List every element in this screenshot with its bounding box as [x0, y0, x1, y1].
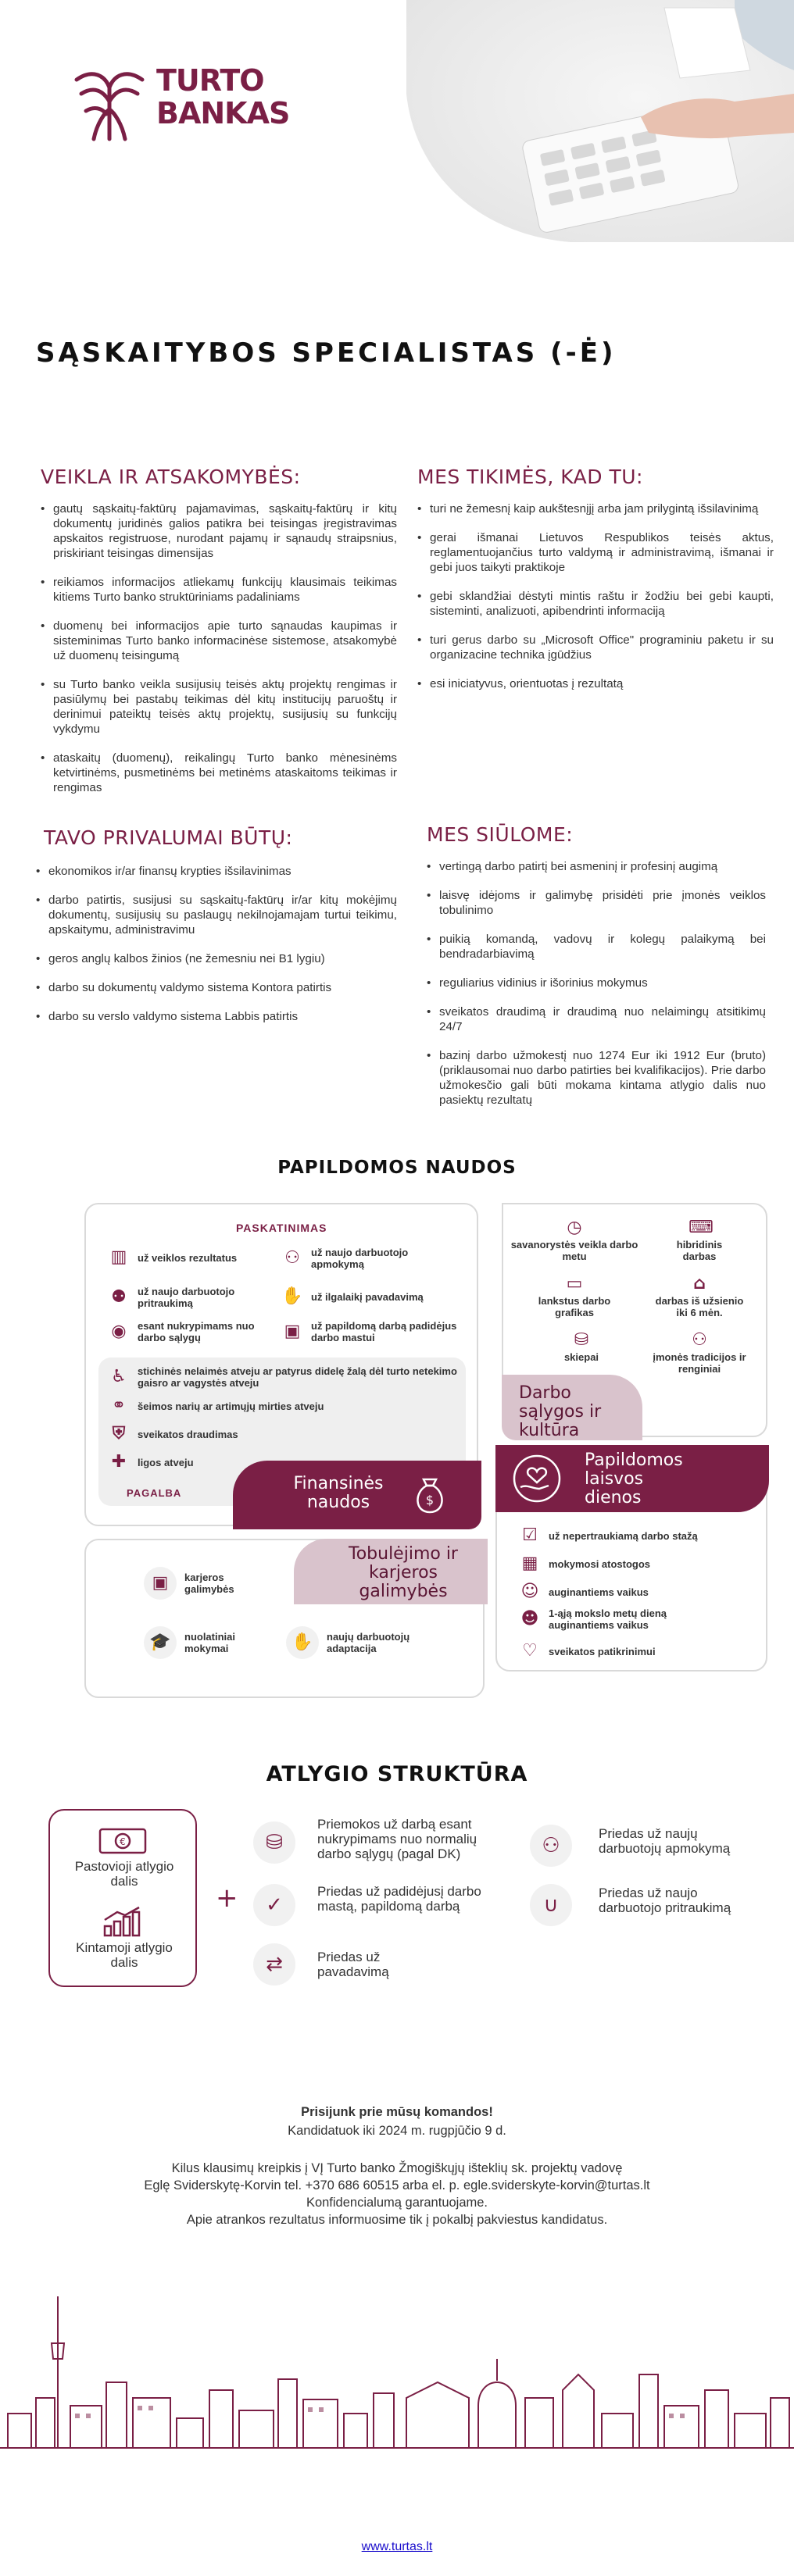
conditions-label: Darbo sąlygos ir kultūra	[519, 1383, 602, 1440]
offer-heading: MES SIŪLOME:	[427, 823, 574, 846]
hand-heart-icon	[513, 1454, 561, 1503]
list-item: • esi iniciatyvus, orientuotas į rezultatą	[417, 676, 774, 691]
incentive-item: ▥ už veiklos rezultatus	[108, 1247, 272, 1268]
plus-sign: +	[216, 1882, 238, 1914]
support-item: ✚ ligos atveju	[108, 1451, 460, 1473]
handshake-icon: ⚇	[530, 1825, 572, 1867]
reward-item: Priemokos už darbą esant nukrypimams nuo normalių darbo sąlygų (pagal DK)	[317, 1817, 477, 1861]
advantages-list	[36, 864, 397, 1038]
incentive-item: ⚉ už naujo darbuotojo pritraukimą	[108, 1286, 272, 1309]
days-box	[495, 1445, 767, 1672]
days-item: ☻ 1-ąją mokslo metų dieną auginantiems vaikus	[519, 1607, 753, 1631]
briefcase-icon: ▣	[284, 1322, 301, 1341]
condition-item: ▭ lankstus darbo grafikas	[538, 1274, 611, 1318]
incentive-item: ⚇ už naujo darbuotojo apmokymą	[281, 1247, 461, 1270]
expectations-list	[417, 501, 774, 705]
list-item: • duomenų bei informacijos apie turto sąnaudas kaupimas ir sisteminimas Turto banko informacinėse sistemose, atsakomybė už duomenų teisingumą	[41, 619, 397, 663]
reward-fixed-label: Pastovioji atlygio dalis	[74, 1859, 174, 1889]
coins-hand-icon: ⛁	[253, 1821, 295, 1864]
support-item: ♿ stichinės nelaimės atveju ar patyrus didelę žalą dėl turto netekimo gaisro ar vagystės atveju	[108, 1365, 460, 1389]
list-item: • gautų sąskaitų-faktūrų pajamavimas, sąskaitų-faktūrų ir kitų dokumentų juridinės galios patikra bei teisingas įregistravimas apskaitos registruose, nurodant pajamų ir sąnaudų straipsnius, priskiriant teisingas dimensijas	[41, 501, 397, 561]
incentive-item: ◉ esant nukrypimams nuo darbo sąlygų	[108, 1320, 272, 1343]
heart-icon: ♡	[522, 1641, 538, 1661]
list-item: • sveikatos draudimą ir draudimą nuo nelaimingų atsitikimų 24/7	[427, 1004, 766, 1034]
conditions-box	[502, 1203, 767, 1440]
reward-item: Priedas už padidėjusį darbo mastą, papildomą darbą	[317, 1884, 481, 1914]
days-item: ♡ sveikatos patikrinimui	[519, 1640, 753, 1662]
list-item: • vertingą darbo patirtį bei asmeninį ir profesinį augimą	[427, 859, 766, 874]
city-skyline-illustration	[0, 2281, 794, 2453]
benefits-title: PAPILDOMOS NAUDOS	[277, 1158, 517, 1178]
incentive-item: ▣ už papildomą darbą padidėjus darbo mastui	[281, 1320, 469, 1343]
home-icon: ⌂	[693, 1274, 706, 1293]
money-bag-icon	[406, 1472, 453, 1518]
condition-item: ⛁ skiepai	[563, 1330, 599, 1363]
shield-icon: ⛨	[112, 1424, 126, 1443]
career-box	[84, 1539, 485, 1698]
support-item: ⚭ šeimos narių ar artimųjų mirties atveju	[108, 1395, 460, 1417]
duties-list	[41, 501, 397, 809]
baby-icon: ☺	[520, 1582, 539, 1601]
cap-icon: 🎓	[144, 1626, 177, 1659]
growth-chart-icon	[102, 1906, 142, 1937]
list-item: • turi ne žemesnį kaip aukštesnįjį arba jam prilygintą išsilavinimą	[417, 501, 774, 516]
check-icon: ☑	[522, 1525, 538, 1545]
list-item: • su Turto banko veikla susijusių teisės aktų projektų rengimas ir pasiūlymų bei pastabų teikimas dėl kitų institucijų paruoštų ir derinimui pateiktų teisės aktų projektų, susijusių su funkcijų vykdymu	[41, 677, 397, 737]
brand-logo-mark	[70, 64, 148, 145]
hero-image-calculator	[406, 0, 794, 242]
reward-item: Priedas už pavadavimą	[317, 1950, 389, 1979]
career-item: ▣ karjeros galimybės	[144, 1567, 284, 1600]
condition-item: ⌂ darbas iš užsienio iki 6 mėn.	[655, 1274, 744, 1318]
join-heading: Prisijunk prie mūsų komandos!	[301, 2105, 493, 2119]
website-link[interactable]: www.turtas.lt	[361, 2540, 433, 2553]
job-title: SĄSKAITYBOS SPECIALISTAS (-Ė)	[36, 337, 617, 369]
finance-label: Finansinės naudos	[293, 1474, 384, 1512]
days-label: Papildomos laisvos dienos	[585, 1450, 683, 1507]
coins-icon: ⛁	[574, 1330, 589, 1350]
career-label: Tobulėjimo ir karjeros galimybės	[349, 1544, 458, 1601]
days-item: ☺ auginantiems vaikus	[519, 1581, 753, 1603]
list-item: • geros anglų kalbos žinios (ne žemesniu nei B1 lygiu)	[36, 951, 397, 966]
contact-line-1: Kilus klausimų kreipkis į VĮ Turto banko Žmogiškųjų išteklių sk. projektų vadovę	[171, 2161, 623, 2175]
list-item: • turi gerus darbo su „Microsoft Office" programiniu paketu ir su organizacine technika įgūdžius	[417, 633, 774, 662]
reward-variable-label: Kintamoji atlygio dalis	[76, 1940, 173, 1970]
offer-list	[427, 859, 766, 1122]
chart-icon: ▥	[110, 1247, 127, 1267]
eye-icon: ◉	[111, 1322, 127, 1341]
brand-logo-text: TURTO BANKAS	[156, 63, 290, 130]
laptop-icon: ⌨	[688, 1218, 714, 1237]
reward-item: Priedas už naujų darbuotojų apmokymą	[599, 1826, 731, 1856]
reward-base-box	[48, 1809, 197, 1987]
list-item: • reikiamos informacijos atliekamų funkcijų klausimais teikimas kitiems Turto banko struktūriniams padaliniams	[41, 575, 397, 605]
finance-tag	[233, 1461, 481, 1529]
calendar-icon: ▦	[521, 1554, 538, 1573]
results-text: Apie atrankos rezultatus informuosime tik į pokalbį pakviestus kandidatus.	[186, 2213, 608, 2227]
list-item: • darbo su verslo valdymo sistema Labbis patirtis	[36, 1009, 397, 1024]
career-tag	[294, 1539, 488, 1604]
support-label: PAGALBA	[127, 1487, 182, 1499]
expectations-heading: MES TIKIMĖS, KAD TU:	[417, 466, 643, 488]
banknote-icon	[98, 1828, 147, 1854]
days-item: ▦ mokymosi atostogos	[519, 1553, 753, 1575]
support-item: ⛨ sveikatos draudimas	[108, 1423, 460, 1445]
career-item: 🎓 nuolatiniai mokymai	[144, 1626, 284, 1659]
case-icon: ▣	[144, 1567, 177, 1600]
svg-text:€: €	[120, 1836, 126, 1847]
list-item: • darbo patirtis, susijusi su sąskaitų-faktūrų ir/ar kitų mokėjimų dokumentų, susijusių su paslaugų nekilnojamajam turtui teikimu, apskaitymu, administravimu	[36, 893, 397, 937]
list-item: • gerai išmanai Lietuvos Respublikos teisės aktus, reglamentuojančius turto valdymą ir administravimą, išmanai ir gebi juos taikyti praktikoje	[417, 530, 774, 575]
clock-icon: ◷	[567, 1218, 582, 1237]
handshake-icon: ⚇	[284, 1248, 300, 1268]
list-item: • puikią komandą, vadovų ir kolegų palaikymą bei bendradarbiavimą	[427, 932, 766, 962]
advantages-heading: TAVO PRIVALUMAI BŪTŲ:	[44, 826, 293, 849]
contact-line-2: Eglę Sviderskytę-Korvin tel. +370 686 60515 arba el. p. egle.sviderskyte-korvin@turtas.lt	[144, 2178, 650, 2192]
magnet-icon: ∪	[530, 1884, 572, 1926]
wheelchair-icon: ♿	[111, 1367, 127, 1386]
reward-item: Priedas už naujo darbuotojo pritraukimą	[599, 1886, 731, 1915]
duties-heading: VEIKLA IR ATSAKOMYBĖS:	[41, 466, 301, 488]
days-item: ☑ už nepertraukiamą darbo stažą	[519, 1525, 753, 1547]
medicine-icon: ✚	[111, 1452, 127, 1472]
list-item: • ekonomikos ir/ar finansų krypties išsilavinimas	[36, 864, 397, 879]
list-item: • bazinį darbo užmokestį nuo 1274 Eur iki 1912 Eur (bruto) (priklausomai nuo darbo patirties bei kvalifikacijos). Prie darbo užmokesčio gali būti mokama kintama atlygio dalis nuo pasiektų rezultatų	[427, 1048, 766, 1108]
confidential-text: Konfidencialumą garantuojame.	[306, 2196, 488, 2210]
swap-people-icon: ⇄	[253, 1943, 295, 1986]
list-item: • reguliarius vidinius ir išorinius mokymus	[427, 976, 766, 990]
condition-item: ⌨ hibridinis darbas	[676, 1218, 723, 1262]
thumbs-up-icon: ✋	[281, 1286, 303, 1306]
hands-icon: ✋	[286, 1626, 319, 1659]
list-item: • ataskaitų (duomenų), reikalingų Turto banko mėnesinėms ketvirtinėms, pusmetinėms bei metinėms ataskaitoms teikimas ir rengimas	[41, 751, 397, 795]
deadline-text: Kandidatuok iki 2024 m. rugpjūčio 9 d.	[288, 2124, 506, 2138]
career-item: ✋ naujų darbuotojų adaptacija	[286, 1626, 458, 1659]
incentive-item: ✋ už ilgalaikį pavadavimą	[281, 1286, 424, 1306]
child-icon: ☻	[520, 1609, 539, 1629]
users-icon: ⚇	[692, 1330, 707, 1350]
condition-item: ⚇ įmonės tradicijos ir renginiai	[653, 1330, 746, 1375]
financial-benefits-box	[84, 1203, 478, 1526]
list-item: • laisvę idėjoms ir galimybę prisidėti prie įmonės veiklos tobulinimo	[427, 888, 766, 918]
family-icon: ⚭	[111, 1396, 127, 1415]
list-item: • darbo su dokumentų valdymo sistema Kontora patirtis	[36, 980, 397, 995]
monitor-icon: ▭	[566, 1274, 583, 1293]
condition-item: ◷ savanorystės veikla darbo metu	[510, 1218, 638, 1262]
reward-title: ATLYGIO STRUKTŪRA	[266, 1762, 528, 1786]
check-circle-icon: ✓	[253, 1884, 295, 1926]
incentives-label: PASKATINIMAS	[236, 1222, 327, 1234]
svg-text:$: $	[425, 1493, 435, 1507]
list-item: • gebi sklandžiai dėstyti mintis raštu ir žodžiu bei gebi kaupti, sisteminti, analizuoti, apibendrinti informaciją	[417, 589, 774, 619]
people-icon: ⚉	[111, 1287, 127, 1307]
days-tag	[495, 1445, 769, 1512]
conditions-tag	[502, 1375, 642, 1440]
